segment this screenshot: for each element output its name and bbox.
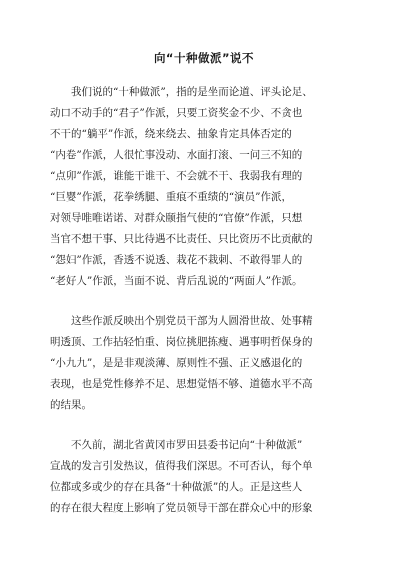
paragraph bbox=[50, 435, 358, 519]
document-title: 向“十种做派”说不 bbox=[153, 51, 255, 65]
paragraph bbox=[50, 82, 358, 292]
text-line: 动口不动手的“君子”作派，只要工资奖金不少、不贪也 bbox=[50, 107, 303, 119]
text-line: 对领导唯唯诺诺、对群众颐指气使的“官僚”作派，只想 bbox=[50, 212, 303, 224]
text-line: 不久前，湖北省黄冈市罗田县委书记向“十种做派” bbox=[71, 439, 303, 451]
text-line: 的存在很大程度上影响了党员领导干部在群众心中的形象 bbox=[50, 502, 313, 514]
text-line: “老好人”作派，当面不说、背后乱说的“两面人”作派。 bbox=[50, 275, 303, 287]
text-line: “点卯”作派，谁能干谁干、不会就不干、我弱我有理的 bbox=[50, 170, 303, 182]
text-line: 这些作派反映出个别党员干部为人圆滑世故、处事精 bbox=[71, 315, 313, 327]
text-line: 位都或多或少的存在具备“十种做派”的人。正是这些人 bbox=[50, 481, 303, 493]
text-line: 当官不想干事、只比待遇不比责任、只比资历不比贡献的 bbox=[50, 233, 313, 245]
text-line: 我们说的“十种做派”，指的是坐而论道、评头论足、 bbox=[71, 86, 313, 98]
text-line: 明透顶、工作拈轻怕重、岗位挑肥拣瘦、遇事明哲保身的 bbox=[50, 336, 313, 348]
text-line: “小九九”，是是非观淡薄、原则性不强、正义感退化的 bbox=[50, 357, 303, 369]
text-line: 的结果。 bbox=[50, 399, 92, 411]
paragraph bbox=[50, 311, 358, 416]
document-body bbox=[50, 82, 358, 519]
text-line: “怨妇”作派，香透不说透、栽花不栽刺、不敢得罪人的 bbox=[50, 254, 303, 266]
text-line: 不干的“躺平”作派，绕来绕去、抽象肯定具体否定的 bbox=[50, 128, 292, 140]
text-line: “巨婴”作派，花拳绣腿、重痕不重绩的“演员”作派， bbox=[50, 191, 292, 203]
text-line: 表现，也是党性修养不足、思想觉悟不够、道德水平不高 bbox=[50, 378, 313, 390]
text-line: 宣战的发言引发热议，值得我们深思。不可否认，每个单 bbox=[50, 460, 313, 472]
text-line: “内卷”作派，人很忙事没动、水面打滚、一问三不知的 bbox=[50, 149, 303, 161]
